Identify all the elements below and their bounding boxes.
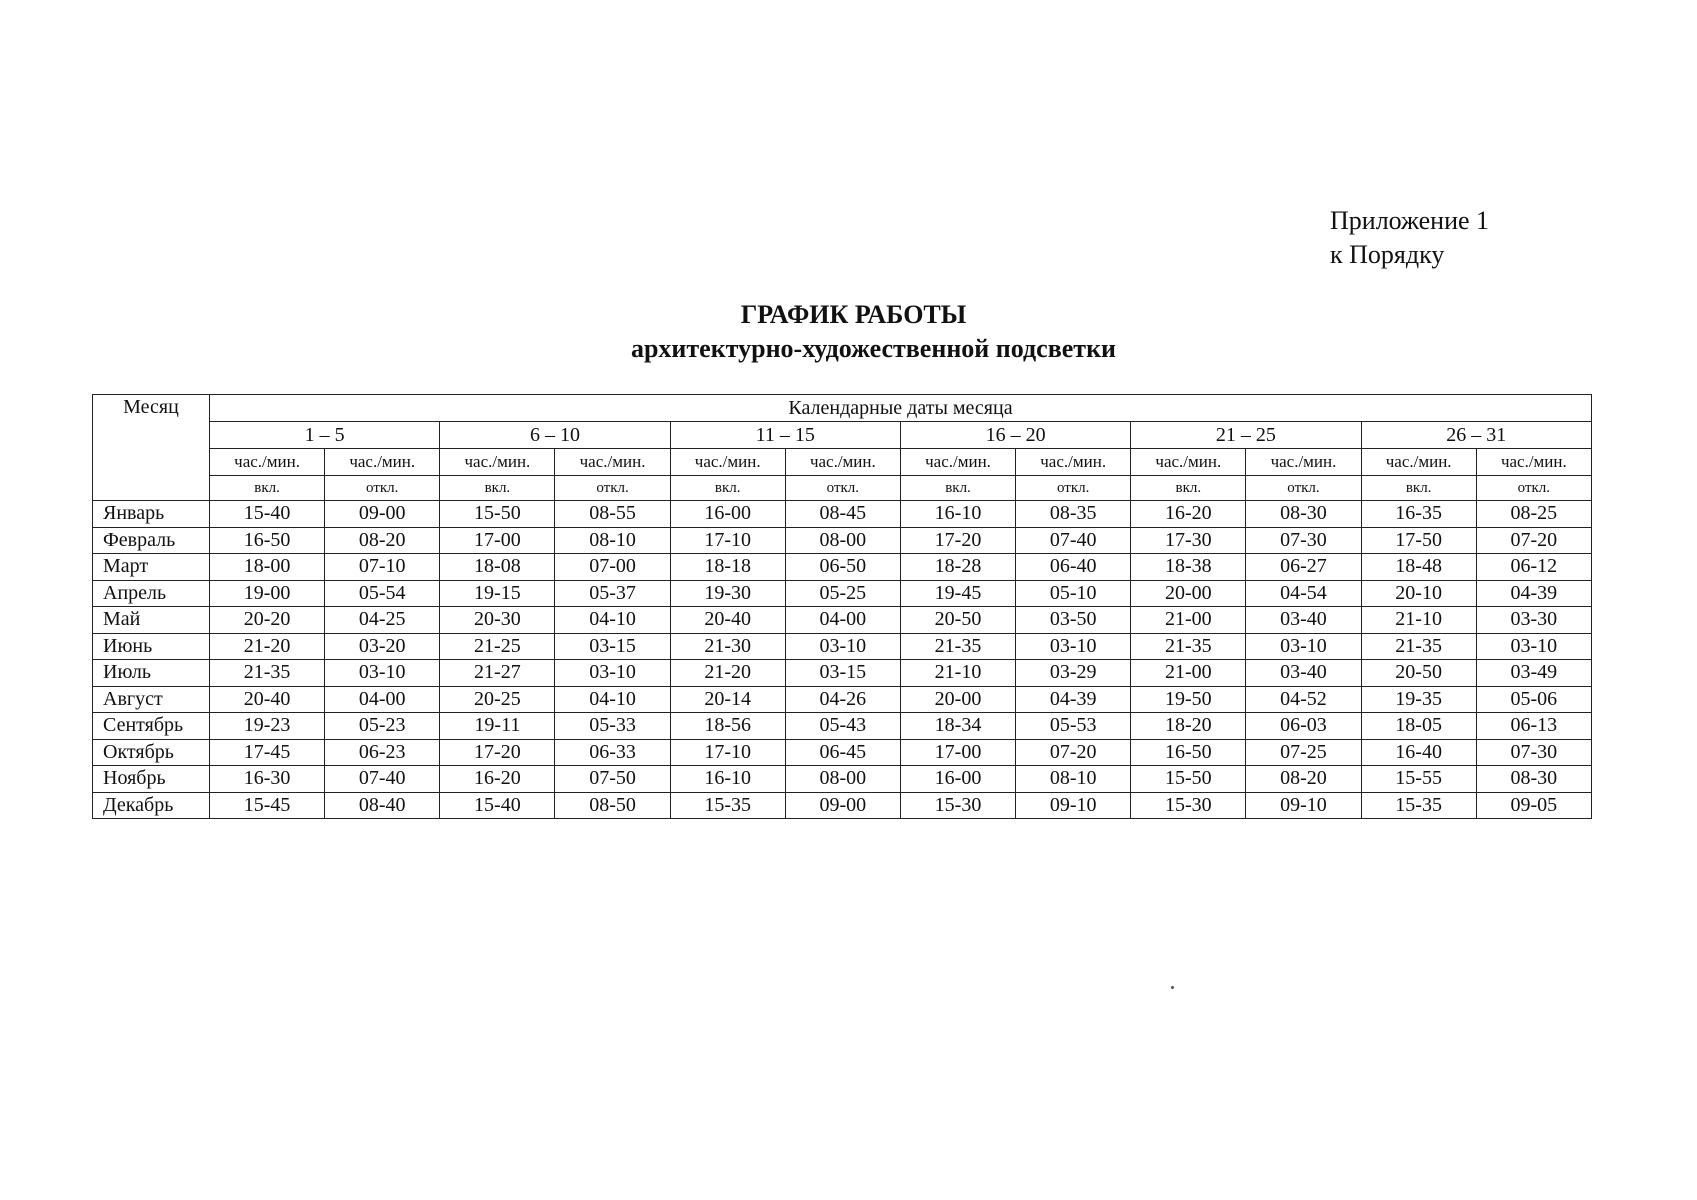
off-time-cell: 04-10 [555,686,670,713]
off-time-cell: 03-30 [1476,607,1591,634]
off-time-cell: 04-25 [325,607,440,634]
unit-header: час./мин. [1246,449,1361,476]
off-time-cell: 05-10 [1016,580,1131,607]
off-time-cell: 03-10 [555,660,670,687]
unit-header: час./мин. [1131,449,1246,476]
off-time-cell: 07-20 [1016,739,1131,766]
table-row [93,686,1592,713]
on-time-cell: 19-11 [440,713,555,740]
on-time-cell: 19-35 [1361,686,1476,713]
appendix-line-2: к Порядку [1330,240,1445,269]
off-time-cell: 03-10 [1246,633,1361,660]
off-time-cell: 09-00 [325,501,440,528]
on-time-cell: 18-00 [210,554,325,581]
on-time-cell: 20-10 [1361,580,1476,607]
unit-header: час./мин. [440,449,555,476]
table-row [93,527,1592,554]
title-sub: архитектурно-художественной подсветки [630,334,1117,363]
header-row-ranges [93,422,1592,449]
unit-header: час./мин. [210,449,325,476]
calendar-dates-header: Календарные даты месяца [210,395,1592,422]
on-time-cell: 16-35 [1361,501,1476,528]
off-time-cell: 08-10 [1016,766,1131,793]
month-name: Май [93,607,210,634]
on-time-cell: 21-00 [1131,660,1246,687]
on-time-cell: 19-50 [1131,686,1246,713]
off-time-cell: 06-03 [1246,713,1361,740]
on-header: вкл. [1361,476,1476,501]
off-time-cell: 08-30 [1246,501,1361,528]
on-time-cell: 21-20 [210,633,325,660]
off-time-cell: 07-00 [555,554,670,581]
table-body [93,501,1592,819]
off-time-cell: 03-10 [1476,633,1591,660]
table-header [93,395,1592,501]
off-time-cell: 05-33 [555,713,670,740]
off-time-cell: 07-50 [555,766,670,793]
off-time-cell: 03-40 [1246,607,1361,634]
off-time-cell: 08-00 [785,766,900,793]
off-time-cell: 03-10 [325,660,440,687]
off-time-cell: 08-30 [1476,766,1591,793]
on-time-cell: 20-14 [670,686,785,713]
on-time-cell: 21-27 [440,660,555,687]
off-header: откл. [785,476,900,501]
off-time-cell: 09-10 [1246,792,1361,819]
off-time-cell: 04-54 [1246,580,1361,607]
on-time-cell: 18-48 [1361,554,1476,581]
on-time-cell: 15-35 [670,792,785,819]
unit-header: час./мин. [325,449,440,476]
off-time-cell: 03-29 [1016,660,1131,687]
on-time-cell: 15-40 [440,792,555,819]
off-time-cell: 07-10 [325,554,440,581]
on-time-cell: 20-50 [900,607,1015,634]
off-time-cell: 07-25 [1246,739,1361,766]
date-range-header: 16 – 20 [900,422,1130,449]
off-time-cell: 05-25 [785,580,900,607]
on-time-cell: 18-56 [670,713,785,740]
month-name: Июль [93,660,210,687]
on-time-cell: 16-50 [210,527,325,554]
on-time-cell: 18-08 [440,554,555,581]
off-time-cell: 03-20 [325,633,440,660]
date-range-header: 11 – 15 [670,422,900,449]
month-name: Октябрь [93,739,210,766]
table-row [93,580,1592,607]
table-row [93,660,1592,687]
month-name: Сентябрь [93,713,210,740]
off-time-cell: 08-20 [1246,766,1361,793]
on-time-cell: 18-38 [1131,554,1246,581]
off-time-cell: 05-54 [325,580,440,607]
off-time-cell: 05-23 [325,713,440,740]
off-time-cell: 08-40 [325,792,440,819]
off-time-cell: 03-49 [1476,660,1591,687]
on-time-cell: 16-20 [1131,501,1246,528]
on-header: вкл. [1131,476,1246,501]
on-time-cell: 17-10 [670,527,785,554]
on-time-cell: 16-10 [900,501,1015,528]
off-header: откл. [1476,476,1591,501]
appendix-line-1: Приложение 1 [1330,206,1490,235]
month-name: Март [93,554,210,581]
date-range-header: 26 – 31 [1361,422,1591,449]
off-time-cell: 06-12 [1476,554,1591,581]
on-time-cell: 17-30 [1131,527,1246,554]
on-header: вкл. [210,476,325,501]
on-time-cell: 19-15 [440,580,555,607]
on-time-cell: 21-00 [1131,607,1246,634]
on-time-cell: 18-18 [670,554,785,581]
on-time-cell: 19-45 [900,580,1015,607]
on-time-cell: 21-35 [210,660,325,687]
table-row [93,739,1592,766]
on-time-cell: 15-55 [1361,766,1476,793]
on-time-cell: 20-30 [440,607,555,634]
on-time-cell: 16-00 [670,501,785,528]
on-time-cell: 17-20 [900,527,1015,554]
off-time-cell: 07-40 [1016,527,1131,554]
on-time-cell: 15-30 [1131,792,1246,819]
off-time-cell: 03-15 [785,660,900,687]
on-time-cell: 16-20 [440,766,555,793]
on-time-cell: 20-00 [900,686,1015,713]
off-time-cell: 08-00 [785,527,900,554]
off-time-cell: 06-23 [325,739,440,766]
on-time-cell: 18-34 [900,713,1015,740]
off-time-cell: 04-00 [785,607,900,634]
unit-header: час./мин. [555,449,670,476]
on-time-cell: 17-00 [440,527,555,554]
on-header: вкл. [440,476,555,501]
on-time-cell: 17-45 [210,739,325,766]
month-name: Июнь [93,633,210,660]
on-time-cell: 20-00 [1131,580,1246,607]
header-row-calendar [93,395,1592,422]
on-time-cell: 17-00 [900,739,1015,766]
on-time-cell: 19-23 [210,713,325,740]
off-time-cell: 08-35 [1016,501,1131,528]
off-time-cell: 08-55 [555,501,670,528]
table-row [93,766,1592,793]
month-name: Апрель [93,580,210,607]
off-time-cell: 04-10 [555,607,670,634]
off-time-cell: 06-45 [785,739,900,766]
unit-header: час./мин. [1361,449,1476,476]
on-time-cell: 16-40 [1361,739,1476,766]
on-time-cell: 21-25 [440,633,555,660]
off-time-cell: 07-30 [1476,739,1591,766]
unit-header: час./мин. [670,449,785,476]
table-row [93,792,1592,819]
unit-header: час./мин. [900,449,1015,476]
on-time-cell: 18-20 [1131,713,1246,740]
on-time-cell: 15-50 [1131,766,1246,793]
off-time-cell: 06-33 [555,739,670,766]
on-time-cell: 17-10 [670,739,785,766]
off-time-cell: 03-10 [1016,633,1131,660]
off-time-cell: 04-26 [785,686,900,713]
lighting-schedule-table [92,394,1592,819]
off-time-cell: 09-05 [1476,792,1591,819]
off-time-cell: 06-50 [785,554,900,581]
on-time-cell: 18-28 [900,554,1015,581]
off-time-cell: 06-27 [1246,554,1361,581]
on-time-cell: 20-50 [1361,660,1476,687]
on-time-cell: 18-05 [1361,713,1476,740]
off-time-cell: 04-00 [325,686,440,713]
unit-header: час./мин. [1016,449,1131,476]
off-time-cell: 05-37 [555,580,670,607]
table-row [93,501,1592,528]
on-time-cell: 21-35 [1131,633,1246,660]
table-row [93,633,1592,660]
off-time-cell: 08-20 [325,527,440,554]
unit-header: час./мин. [1476,449,1591,476]
off-time-cell: 09-10 [1016,792,1131,819]
on-time-cell: 16-10 [670,766,785,793]
on-time-cell: 15-45 [210,792,325,819]
on-time-cell: 21-10 [1361,607,1476,634]
on-time-cell: 19-00 [210,580,325,607]
on-time-cell: 19-30 [670,580,785,607]
off-time-cell: 07-30 [1246,527,1361,554]
off-time-cell: 06-40 [1016,554,1131,581]
table-row [93,554,1592,581]
on-time-cell: 15-30 [900,792,1015,819]
on-time-cell: 17-20 [440,739,555,766]
off-time-cell: 08-45 [785,501,900,528]
off-time-cell: 05-53 [1016,713,1131,740]
off-time-cell: 03-10 [785,633,900,660]
month-name: Февраль [93,527,210,554]
off-time-cell: 08-10 [555,527,670,554]
off-time-cell: 09-00 [785,792,900,819]
table-row [93,713,1592,740]
on-time-cell: 15-40 [210,501,325,528]
month-name: Январь [93,501,210,528]
on-time-cell: 21-20 [670,660,785,687]
on-time-cell: 21-35 [900,633,1015,660]
on-time-cell: 20-25 [440,686,555,713]
on-time-cell: 20-40 [670,607,785,634]
header-row-units [93,449,1592,476]
date-range-header: 6 – 10 [440,422,670,449]
on-time-cell: 21-10 [900,660,1015,687]
off-time-cell: 04-39 [1016,686,1131,713]
header-row-states [93,476,1592,501]
off-header: откл. [555,476,670,501]
table-row [93,607,1592,634]
off-time-cell: 04-39 [1476,580,1591,607]
on-time-cell: 16-00 [900,766,1015,793]
on-header: вкл. [900,476,1015,501]
unit-header: час./мин. [785,449,900,476]
on-time-cell: 20-20 [210,607,325,634]
date-range-header: 21 – 25 [1131,422,1361,449]
off-time-cell: 04-52 [1246,686,1361,713]
month-name: Ноябрь [93,766,210,793]
off-time-cell: 03-15 [555,633,670,660]
on-time-cell: 15-50 [440,501,555,528]
off-time-cell: 03-40 [1246,660,1361,687]
on-time-cell: 21-30 [670,633,785,660]
appendix-note [1330,204,1489,272]
off-time-cell: 07-20 [1476,527,1591,554]
on-time-cell: 17-50 [1361,527,1476,554]
on-time-cell: 16-30 [210,766,325,793]
off-time-cell: 08-50 [555,792,670,819]
title-main: ГРАФИК РАБОТЫ [740,300,967,329]
off-time-cell: 05-06 [1476,686,1591,713]
date-range-header: 1 – 5 [210,422,440,449]
on-time-cell: 21-35 [1361,633,1476,660]
off-time-cell: 06-13 [1476,713,1591,740]
on-time-cell: 16-50 [1131,739,1246,766]
on-time-cell: 15-35 [1361,792,1476,819]
document-title [0,298,1697,366]
off-time-cell: 08-25 [1476,501,1591,528]
on-header: вкл. [670,476,785,501]
off-time-cell: 03-50 [1016,607,1131,634]
month-column-header: Месяц [93,395,210,501]
off-time-cell: 07-40 [325,766,440,793]
month-name: Декабрь [93,792,210,819]
off-time-cell: 05-43 [785,713,900,740]
off-header: откл. [325,476,440,501]
off-header: откл. [1016,476,1131,501]
off-header: откл. [1246,476,1361,501]
scan-speck [1171,986,1174,989]
month-name: Август [93,686,210,713]
on-time-cell: 20-40 [210,686,325,713]
